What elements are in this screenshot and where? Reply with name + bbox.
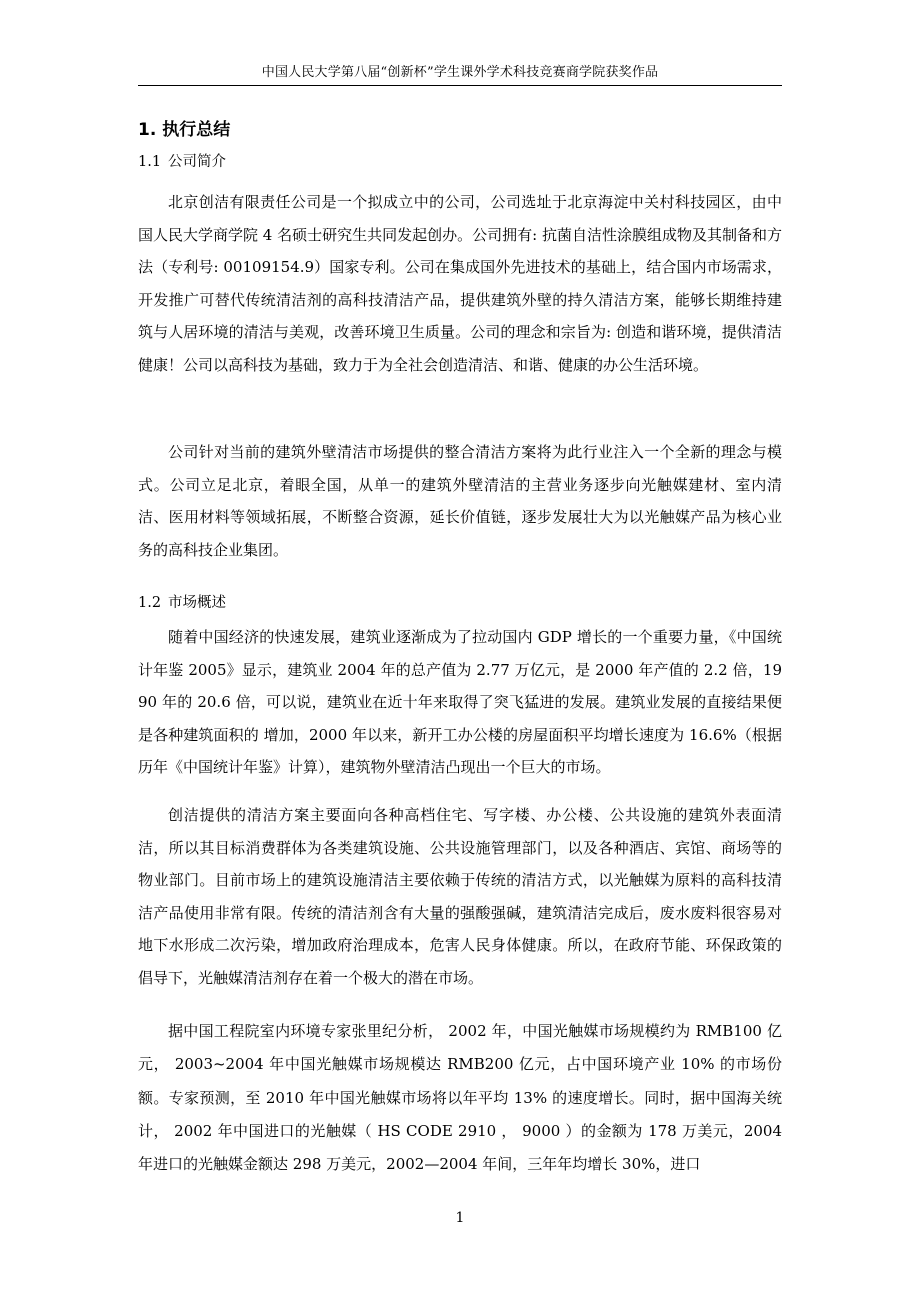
paragraph-photocatalyst-market: 据中国工程院室内环境专家张里纪分析， 2002 年，中国光触媒市场规模约为 RMB100 亿元， 2003~2004 年中国光触媒市场规模达 RMB200 亿元，占中国环境产业 10% 的市场份额。专家预测，至 2010 年中国光触媒市场将以年平均 13% 的速度增长。同时，据中国海关统计， 2002 年中国进口的光触媒（ HS CODE 2910 ， 9000 ）的金额为 178 万美元，2004 年进口的光触媒金额达 298 万美元，2002—2004 年间，三年年均增长 30%，进口 (138, 1022, 782, 1174)
paragraph-company-strategy: 公司针对当前的建筑外壁清洁市场提供的整合清洁方案将为此行业注入一个全新的理念与模式。公司立足北京，着眼全国，从单一的建筑外壁清洁的主营业务逐步向光触媒建材、室内清洁、医用材料等领域拓展，不断整合资源，延长价值链，逐步发展壮大为以光触媒产品为核心业务的高科技企业集团。 (138, 443, 782, 559)
paragraph-construction-growth: 随着中国经济的快速发展，建筑业逐渐成为了拉动国内 GDP 增长的一个重要力量，《中国统计年鉴 2005》显示，建筑业 2004 年的总产值为 2.77 万亿元，是 2000 年产值的 2.2 倍，1990 年的 20.6 倍，可以说，建筑业在近十年来取得了突飞猛进的发展。建筑业发展的直接结果便是各种建筑面积的 增加，2000 年以来，新开工办公楼的房屋面积平均增长速度为 16.6%（根据历年《中国统计年鉴》计算），建筑物外壁清洁凸现出一个巨大的市场。 (138, 628, 782, 777)
subsection-title: 市场概述 (168, 595, 226, 611)
page-number: 1 (455, 1210, 465, 1226)
paragraph-company-intro: 北京创洁有限责任公司是一个拟成立中的公司，公司选址于北京海淀中关村科技园区，由中国人民大学商学院 4 名硕士研究生共同发起创办。公司拥有: 抗菌自洁性涂膜组成物及其制备和方法（专利号: 00109154.9）国家专利。公司在集成国外先进技术的基础上，结合国内市场需求，开发推广可替代传统清洁剂的高科技清洁产品，提供建筑外壁的持久清洁方案，能够长期维持建筑与人居环境的清洁与美观，改善环境卫生质量。公司的理念和宗旨为: 创造和谐环境，提供清洁健康！公司以高科技为基础，致力于为全社会创造清洁、和谐、健康的办公生活环境。 (138, 193, 782, 374)
subsection-number: 1.2 (138, 595, 162, 611)
paragraph-target-market: 创洁提供的清洁方案主要面向各种高档住宅、写字楼、办公楼、公共设施的建筑外表面清洁，所以其目标消费群体为各类建筑设施、公共设施管理部门，以及各种酒店、宾馆、商场等的物业部门。目前市场上的建筑设施清洁主要依赖于传统的清洁方式，以光触媒为原料的高科技清洁产品使用非常有限。传统的清洁剂含有大量的强酸强碱，建筑清洁完成后，废水废料很容易对地下水形成二次污染，增加政府治理成本，危害人民身体健康。所以，在政府节能、环保政策的倡导下，光触媒清洁剂存在着一个极大的潜在市场。 (138, 806, 782, 987)
section-heading-executive-summary: 1. 执行总结 (138, 120, 231, 140)
running-header: 中国人民大学第八届“创新杯”学生课外学术科技竞赛商学院获奖作品 (261, 65, 659, 80)
header-rule (138, 85, 782, 86)
subsection-title: 公司简介 (168, 154, 226, 170)
subsection-heading-market-overview (138, 592, 226, 614)
subsection-number: 1.1 (138, 154, 162, 170)
subsection-heading-company-profile (138, 151, 226, 173)
